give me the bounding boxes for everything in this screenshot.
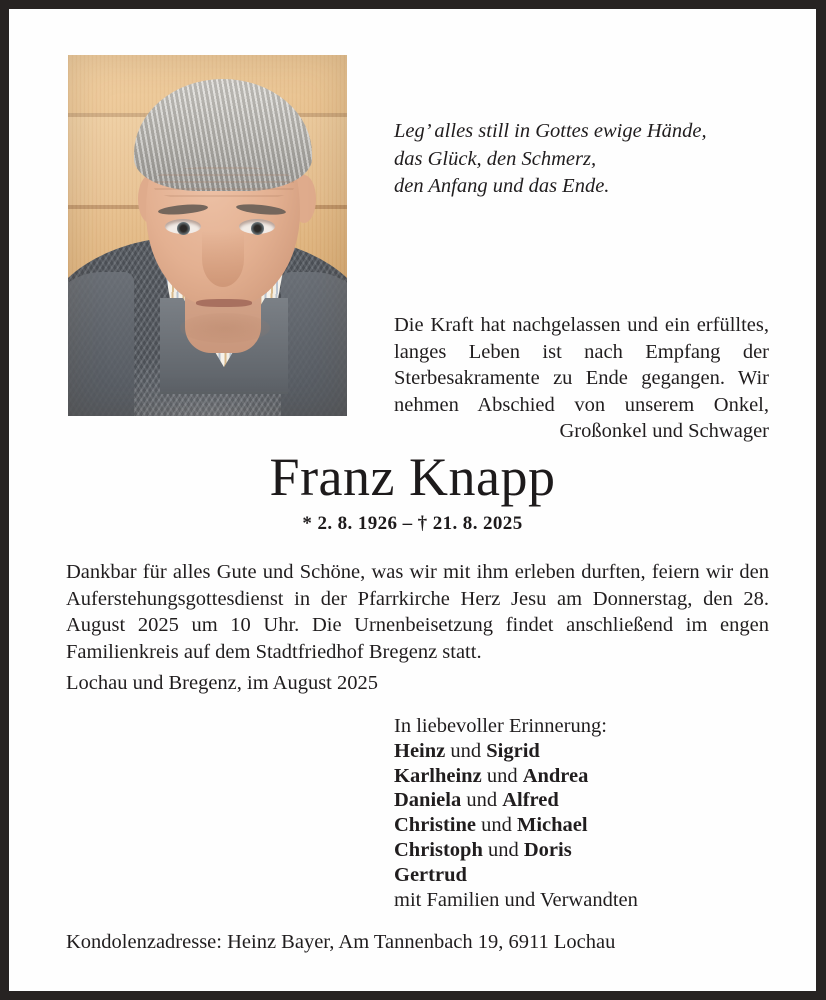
family-pair-3: [394, 788, 774, 813]
verse-line-3: den Anfang und das Ende.: [394, 175, 610, 197]
conjunction-2: und: [486, 764, 518, 787]
family-name-michael: Michael: [517, 814, 588, 837]
family-name-andrea: Andrea: [522, 764, 589, 787]
deceased-name: Franz Knapp: [269, 447, 556, 507]
family-closing: mit Familien und Verwandten: [394, 888, 638, 911]
family-name-sigrid: Sigrid: [486, 739, 540, 762]
family-name-christoph: Christoph: [394, 838, 483, 861]
family-name-heinz: Heinz: [394, 739, 446, 762]
place-and-date: Lochau und Bregenz, im August 2025: [66, 672, 379, 694]
service-details: Dankbar für alles Gute und Schöne, was wir mit ihm erleben durften, feiern wir den Auferstehungsgottesdienst in der Pfarrkirche Herz Jesu am Donnerstag, den 28. August 2025 um 10 Uhr. Die Urnenbeisetzung findet anschließend im engen Familienkreis auf dem Stadtfriedhof Bregenz statt.: [66, 561, 769, 663]
family-pair-5: [394, 838, 774, 863]
family-name-karlheinz: Karlheinz: [394, 764, 482, 787]
name-block: [9, 447, 816, 536]
family-name-daniela: Daniela: [394, 789, 462, 812]
life-dates: * 2. 8. 1926 – † 21. 8. 2025: [302, 513, 523, 534]
remembrance-block: [394, 714, 774, 912]
verse-line-2: das Glück, den Schmerz,: [394, 147, 597, 170]
announcement-message: Die Kraft hat nachgelassen und ein erfülltes, langes Leben ist nach Empfang der Sterbesakramente zu Ende gegangen. Wir nehmen Abschied von unserem Onkel, Großonkel und Schwager: [394, 314, 769, 442]
portrait-scene: [68, 55, 347, 416]
family-name-doris: Doris: [523, 838, 572, 861]
conjunction-1: und: [450, 739, 482, 762]
memorial-verse: [394, 118, 768, 201]
photo-vignette: [68, 55, 347, 416]
portrait-photo: [68, 55, 347, 416]
conjunction-3: und: [466, 789, 498, 812]
remembrance-title: In liebevoller Erinnerung:: [394, 715, 607, 737]
family-pair-2: [394, 764, 774, 789]
top-region: [9, 9, 816, 442]
family-single: [394, 863, 774, 888]
family-name-christine: Christine: [394, 814, 476, 837]
condolence-address: Kondolenzadresse: Heinz Bayer, Am Tannenbach 19, 6911 Lochau: [66, 931, 616, 953]
verse-line-1: Leg’ alles still in Gottes ewige Hände,: [394, 120, 707, 142]
obituary-sheet: [9, 9, 816, 991]
conjunction-4: und: [481, 814, 512, 837]
family-pair-4: [394, 813, 774, 838]
conjunction-5: und: [487, 838, 519, 861]
family-name-alfred: Alfred: [502, 789, 559, 812]
family-pair-1: [394, 739, 774, 764]
family-name-gertrud: Gertrud: [394, 863, 467, 886]
